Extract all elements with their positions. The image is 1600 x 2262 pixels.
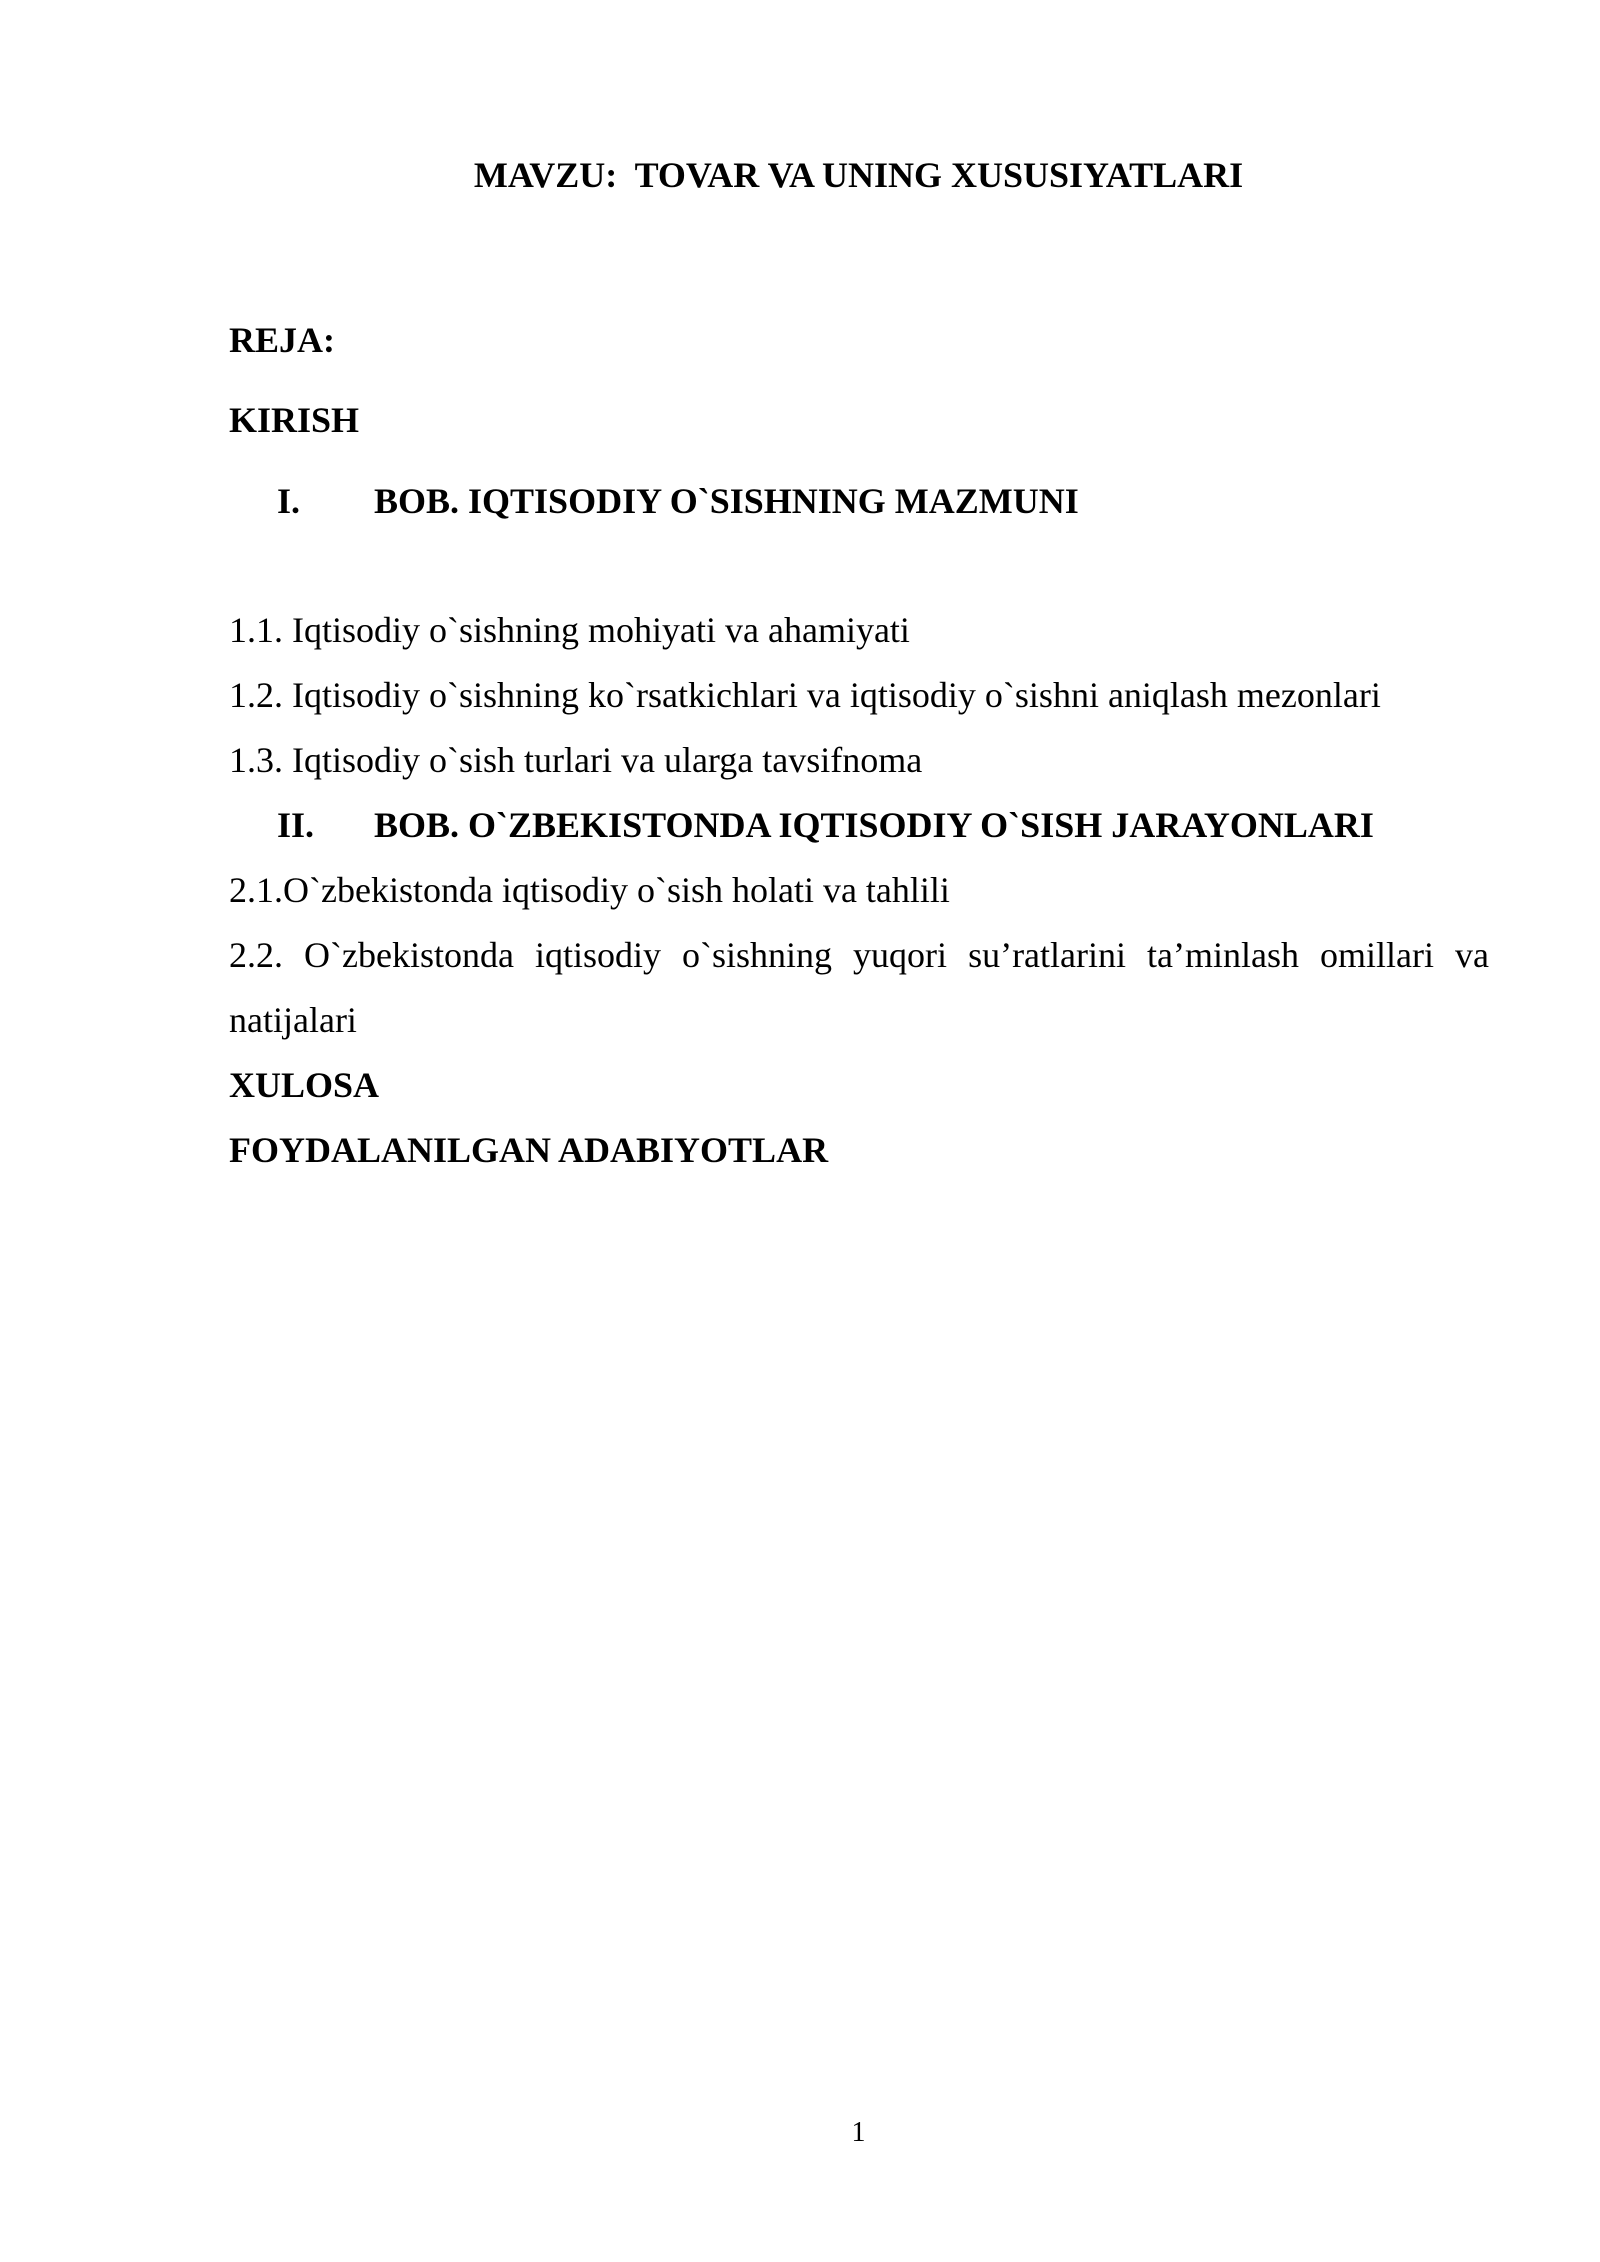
section-1-3: 1.3. Iqtisodiy o`sish turlari va ularga tavsifnoma: [229, 740, 923, 780]
chapter-1-title: BOB. IQTISODIY O`SISHNING MAZMUNI: [374, 481, 1079, 521]
chapter-2-number: II.: [277, 805, 315, 845]
section-1-1: 1.1. Iqtisodiy o`sishning mohiyati va ahamiyati: [229, 610, 910, 650]
page-number: 1: [851, 2117, 866, 2148]
chapter-1-number: I.: [277, 481, 301, 521]
intro-heading: KIRISH: [229, 400, 360, 440]
section-1-2: 1.2. Iqtisodiy o`sishning ko`rsatkichlari va iqtisodiy o`sishni aniqlash mezonlari: [229, 675, 1381, 715]
section-2-2-line-2: natijalari: [229, 1000, 357, 1040]
section-2-1: 2.1.O`zbekistonda iqtisodiy o`sish holati va tahlili: [229, 870, 950, 910]
references-heading: FOYDALANILGAN ADABIYOTLAR: [229, 1130, 829, 1170]
document-title: MAVZU: TOVAR VA UNING XUSUSIYATLARI: [473, 155, 1244, 195]
chapter-2-title: BOB. O`ZBEKISTONDA IQTISODIY O`SISH JARAYONLARI: [374, 805, 1374, 845]
plan-heading: REJA:: [229, 320, 335, 360]
conclusion-heading: XULOSA: [229, 1065, 380, 1105]
section-2-2-line-1: 2.2. O`zbekistonda iqtisodiy o`sishning yuqori su’ratlarini ta’minlash omillari va: [229, 935, 1489, 975]
